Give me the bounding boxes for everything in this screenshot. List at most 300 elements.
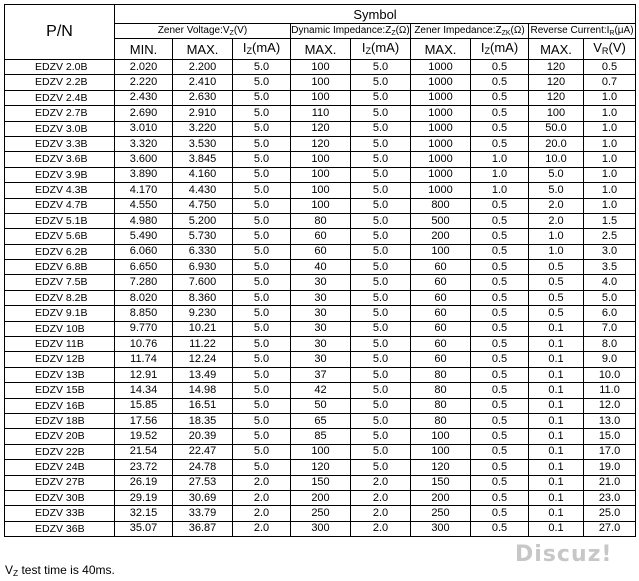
ir-max-cell: 120	[529, 60, 584, 75]
zzk-iz-cell: 0.5	[471, 136, 529, 151]
zz-iz-cell: 5.0	[351, 75, 411, 90]
table-row	[5, 367, 636, 382]
zzk-iz-cell: 1.0	[471, 152, 529, 167]
vz-max-cell: 10.21	[173, 321, 233, 336]
zz-iz-cell: 5.0	[351, 367, 411, 382]
zzk-max-cell: 800	[411, 198, 471, 213]
ir-max-cell: 0.1	[529, 429, 584, 444]
part-number-cell: EDZV 3.3B	[5, 136, 115, 151]
table-row	[5, 490, 636, 505]
vz-iz-cell: 2.0	[233, 475, 291, 490]
vr-cell: 21.0	[584, 475, 636, 490]
zz-max-cell: 60	[291, 229, 351, 244]
zzk-max-cell: 80	[411, 413, 471, 428]
part-number-cell: EDZV 33B	[5, 506, 115, 521]
zz-max-cell: 42	[291, 383, 351, 398]
zz-max-cell: 30	[291, 290, 351, 305]
vr-cell: 1.0	[584, 167, 636, 182]
ir-max-cell: 0.5	[529, 275, 584, 290]
zz-max-cell: 100	[291, 90, 351, 105]
vr-cell: 3.0	[584, 244, 636, 259]
ir-max-cell: 50.0	[529, 121, 584, 136]
vz-min-cell: 17.56	[115, 413, 173, 428]
vz-iz-cell: 5.0	[233, 60, 291, 75]
vz-iz-cell: 5.0	[233, 383, 291, 398]
table-row	[5, 121, 636, 136]
part-number-cell: EDZV 18B	[5, 413, 115, 428]
vr-cell: 3.5	[584, 260, 636, 275]
zzk-iz-cell: 0.5	[471, 60, 529, 75]
zz-max-cell: 100	[291, 152, 351, 167]
zzk-iz-cell: 0.5	[471, 121, 529, 136]
zzk-max-cell: 100	[411, 444, 471, 459]
ir-max-cell: 0.1	[529, 490, 584, 505]
ir-max-cell: 5.0	[529, 183, 584, 198]
zz-max-cell: 30	[291, 352, 351, 367]
zzk-max-cell: 300	[411, 521, 471, 536]
zzk-max-cell: 1000	[411, 60, 471, 75]
vz-iz-cell: 2.0	[233, 490, 291, 505]
vz-max-cell: 6.330	[173, 244, 233, 259]
part-number-cell: EDZV 20B	[5, 429, 115, 444]
zzk-max-cell: 60	[411, 290, 471, 305]
table-row	[5, 152, 636, 167]
part-number-cell: EDZV 8.2B	[5, 290, 115, 305]
vz-max-cell: 9.230	[173, 306, 233, 321]
vz-max-cell: 22.47	[173, 444, 233, 459]
zz-iz-cell: 5.0	[351, 413, 411, 428]
vz-min-cell: 4.550	[115, 198, 173, 213]
vz-max-cell: 3.530	[173, 136, 233, 151]
vz-min-cell: 3.600	[115, 152, 173, 167]
vz-min-cell: 2.430	[115, 90, 173, 105]
zz-iz-cell: 5.0	[351, 398, 411, 413]
zzk-iz-cell: 0.5	[471, 429, 529, 444]
zz-max-cell: 120	[291, 121, 351, 136]
vr-cell: 0.5	[584, 60, 636, 75]
part-number-cell: EDZV 36B	[5, 521, 115, 536]
vr-cell: 1.0	[584, 121, 636, 136]
zz-iz-cell: 2.0	[351, 475, 411, 490]
vz-iz-cell: 5.0	[233, 306, 291, 321]
zz-max-cell: 300	[291, 521, 351, 536]
vr-cell: 0.7	[584, 75, 636, 90]
zzk-iz-cell: 0.5	[471, 383, 529, 398]
zzk-max-cell: 250	[411, 506, 471, 521]
vz-iz-cell: 5.0	[233, 290, 291, 305]
vz-max-cell: 14.98	[173, 383, 233, 398]
table-body	[5, 60, 636, 537]
vr-cell: 1.0	[584, 152, 636, 167]
vz-min-cell: 35.07	[115, 521, 173, 536]
part-number-cell: EDZV 30B	[5, 490, 115, 505]
vz-max-cell: 2.410	[173, 75, 233, 90]
table-row	[5, 506, 636, 521]
vr-cell: 25.0	[584, 506, 636, 521]
zz-iz-cell: 5.0	[351, 321, 411, 336]
vr-cell: 1.0	[584, 198, 636, 213]
zzk-max-cell: 100	[411, 429, 471, 444]
zzk-iz-cell: 0.5	[471, 106, 529, 121]
vr-cell: 5.0	[584, 290, 636, 305]
zz-iz-cell: 5.0	[351, 260, 411, 275]
ir-max-cell: 20.0	[529, 136, 584, 151]
zz-max-cell: 30	[291, 321, 351, 336]
vz-max-cell: 18.35	[173, 413, 233, 428]
zzk-max-header: MAX.	[411, 39, 471, 60]
part-number-cell: EDZV 5.1B	[5, 213, 115, 228]
zz-max-cell: 100	[291, 60, 351, 75]
part-number-cell: EDZV 24B	[5, 460, 115, 475]
zzk-max-cell: 1000	[411, 121, 471, 136]
ir-max-cell: 0.1	[529, 383, 584, 398]
zz-iz-cell: 2.0	[351, 490, 411, 505]
ir-max-cell: 0.1	[529, 367, 584, 382]
vz-iz-cell: 2.0	[233, 506, 291, 521]
zzk-iz-cell: 0.5	[471, 460, 529, 475]
table-row	[5, 136, 636, 151]
vz-max-cell: 4.160	[173, 167, 233, 182]
table-row	[5, 398, 636, 413]
vz-max-cell: 5.200	[173, 213, 233, 228]
vr-cell: 19.0	[584, 460, 636, 475]
table-row	[5, 213, 636, 228]
vz-min-cell: 2.220	[115, 75, 173, 90]
vz-max-cell: 12.24	[173, 352, 233, 367]
zz-iz-cell: 5.0	[351, 60, 411, 75]
vz-iz-cell: 5.0	[233, 244, 291, 259]
zz-max-cell: 120	[291, 136, 351, 151]
zz-iz-cell: 5.0	[351, 429, 411, 444]
vz-min-cell: 32.15	[115, 506, 173, 521]
ir-max-cell: 0.1	[529, 460, 584, 475]
vz-iz-cell: 5.0	[233, 167, 291, 182]
zzk-iz-cell: 0.5	[471, 260, 529, 275]
zz-max-cell: 100	[291, 183, 351, 198]
table-row	[5, 106, 636, 121]
ir-max-cell: 0.1	[529, 444, 584, 459]
zzk-iz-cell: 0.5	[471, 213, 529, 228]
zzk-max-cell: 60	[411, 275, 471, 290]
ir-max-cell: 0.1	[529, 337, 584, 352]
vz-max-cell: 3.220	[173, 121, 233, 136]
vz-min-cell: 2.690	[115, 106, 173, 121]
ir-max-cell: 0.5	[529, 260, 584, 275]
vr-cell: 12.0	[584, 398, 636, 413]
zz-max-cell: 100	[291, 75, 351, 90]
vz-iz-cell: 5.0	[233, 260, 291, 275]
zz-iz-cell: 5.0	[351, 152, 411, 167]
vr-cell: 7.0	[584, 321, 636, 336]
vz-iz-cell: 5.0	[233, 152, 291, 167]
zz-iz-cell: 5.0	[351, 136, 411, 151]
zzk-iz-cell: 0.5	[471, 337, 529, 352]
vz-iz-cell: 5.0	[233, 121, 291, 136]
zzk-iz-cell: 0.5	[471, 275, 529, 290]
vz-iz-cell: 5.0	[233, 229, 291, 244]
vr-cell: 6.0	[584, 306, 636, 321]
table-row	[5, 460, 636, 475]
vz-min-cell: 8.850	[115, 306, 173, 321]
table-row	[5, 167, 636, 182]
zzk-max-cell: 80	[411, 367, 471, 382]
part-number-cell: EDZV 4.3B	[5, 183, 115, 198]
vr-cell: 9.0	[584, 352, 636, 367]
zzk-iz-cell: 0.5	[471, 198, 529, 213]
ir-max-cell: 0.1	[529, 352, 584, 367]
vz-max-cell: 11.22	[173, 337, 233, 352]
vr-cell: 13.0	[584, 413, 636, 428]
ir-max-cell: 2.0	[529, 198, 584, 213]
vz-max-cell: 4.430	[173, 183, 233, 198]
part-number-cell: EDZV 16B	[5, 398, 115, 413]
zz-max-header: MAX.	[291, 39, 351, 60]
ir-max-cell: 0.1	[529, 321, 584, 336]
zzk-max-cell: 100	[411, 244, 471, 259]
ir-max-cell: 0.5	[529, 290, 584, 305]
vz-iz-cell: 5.0	[233, 213, 291, 228]
ir-max-cell: 5.0	[529, 167, 584, 182]
part-number-cell: EDZV 15B	[5, 383, 115, 398]
zzk-iz-cell: 0.5	[471, 90, 529, 105]
vz-max-cell: 16.51	[173, 398, 233, 413]
vr-cell: 23.0	[584, 490, 636, 505]
part-number-cell: EDZV 4.7B	[5, 198, 115, 213]
zzk-iz-cell: 0.5	[471, 413, 529, 428]
vz-iz-cell: 5.0	[233, 75, 291, 90]
part-number-cell: EDZV 3.6B	[5, 152, 115, 167]
zzk-iz-cell: 0.5	[471, 490, 529, 505]
vr-cell: 17.0	[584, 444, 636, 459]
vr-cell: 1.5	[584, 213, 636, 228]
zzk-iz-cell: 0.5	[471, 306, 529, 321]
vr-cell: 4.0	[584, 275, 636, 290]
vz-max-cell: 24.78	[173, 460, 233, 475]
vz-max-cell: 6.930	[173, 260, 233, 275]
vz-iz-cell: 5.0	[233, 183, 291, 198]
zzk-max-cell: 60	[411, 306, 471, 321]
zzk-iz-cell: 0.5	[471, 444, 529, 459]
watermark-logo: Discuz!	[515, 542, 613, 567]
ir-max-cell: 0.1	[529, 475, 584, 490]
vz-max-cell: 2.910	[173, 106, 233, 121]
vz-max-cell: 4.750	[173, 198, 233, 213]
zzk-max-cell: 1000	[411, 136, 471, 151]
part-number-cell: EDZV 2.2B	[5, 75, 115, 90]
vz-iz-cell: 5.0	[233, 444, 291, 459]
zzk-iz-cell: 0.5	[471, 321, 529, 336]
table-row	[5, 429, 636, 444]
zzk-max-cell: 1000	[411, 167, 471, 182]
vz-iz-cell: 5.0	[233, 352, 291, 367]
zzk-iz-cell: 0.5	[471, 229, 529, 244]
test-time-note: $V_Z$ test time is 40ms.	[5, 563, 115, 578]
vz-iz-cell: 5.0	[233, 275, 291, 290]
vr-cell: 27.0	[584, 521, 636, 536]
part-number-cell: EDZV 22B	[5, 444, 115, 459]
zz-iz-cell: 5.0	[351, 383, 411, 398]
zz-iz-cell: 5.0	[351, 337, 411, 352]
part-number-cell: EDZV 6.2B	[5, 244, 115, 259]
table-row	[5, 75, 636, 90]
vz-min-cell: 7.280	[115, 275, 173, 290]
vz-min-cell: 3.320	[115, 136, 173, 151]
ir-max-header: MAX.	[529, 39, 584, 60]
zz-max-cell: 80	[291, 213, 351, 228]
zz-iz-cell: 5.0	[351, 275, 411, 290]
zz-iz-cell: 5.0	[351, 352, 411, 367]
zz-max-cell: 100	[291, 444, 351, 459]
vz-min-cell: 21.54	[115, 444, 173, 459]
zz-iz-cell: 5.0	[351, 106, 411, 121]
part-number-cell: EDZV 2.4B	[5, 90, 115, 105]
vr-cell: 15.0	[584, 429, 636, 444]
zzk-iz-cell: 0.5	[471, 521, 529, 536]
vz-iz-cell: 5.0	[233, 367, 291, 382]
vz-max-cell: 3.845	[173, 152, 233, 167]
vz-iz-cell: 5.0	[233, 321, 291, 336]
zz-iz-cell: 5.0	[351, 460, 411, 475]
vr-cell: 1.0	[584, 90, 636, 105]
zz-iz-cell: 2.0	[351, 506, 411, 521]
zz-iz-cell: 5.0	[351, 306, 411, 321]
ir-max-cell: 100	[529, 106, 584, 121]
zz-max-cell: 30	[291, 306, 351, 321]
zzk-iz-cell: 0.5	[471, 290, 529, 305]
vz-iz-cell: 5.0	[233, 460, 291, 475]
vz-min-cell: 9.770	[115, 321, 173, 336]
zener-impedance-header: Zener $Impedance:Z_{ZK}(\Omega)$	[411, 24, 529, 39]
vz-min-cell: 3.890	[115, 167, 173, 182]
vz-iz-cell: 5.0	[233, 429, 291, 444]
part-number-cell: EDZV 3.9B	[5, 167, 115, 182]
zz-max-cell: 60	[291, 244, 351, 259]
vr-cell: 11.0	[584, 383, 636, 398]
vz-min-cell: 4.980	[115, 213, 173, 228]
zzk-max-cell: 60	[411, 321, 471, 336]
vr-cell: 1.0	[584, 106, 636, 121]
zzk-iz-cell: 1.0	[471, 183, 529, 198]
table-row	[5, 383, 636, 398]
ir-max-cell: 0.1	[529, 413, 584, 428]
zz-iz-cell: 5.0	[351, 244, 411, 259]
zz-max-cell: 30	[291, 337, 351, 352]
ir-max-cell: 10.0	[529, 152, 584, 167]
zzk-max-cell: 1000	[411, 106, 471, 121]
zener-voltage-header: Zener $Voltage:V_Z(V)$	[115, 24, 291, 39]
zzk-max-cell: 1000	[411, 152, 471, 167]
vz-iz-cell: 5.0	[233, 413, 291, 428]
table-row	[5, 229, 636, 244]
ir-max-cell: 0.1	[529, 506, 584, 521]
vz-min-cell: 10.76	[115, 337, 173, 352]
table-row	[5, 337, 636, 352]
pn-header: P/N	[5, 5, 115, 60]
part-number-cell: EDZV 10B	[5, 321, 115, 336]
vz-max-cell: 5.730	[173, 229, 233, 244]
part-number-cell: EDZV 2.0B	[5, 60, 115, 75]
zz-max-cell: 100	[291, 198, 351, 213]
table-row	[5, 198, 636, 213]
table-row	[5, 444, 636, 459]
dynamic-impedance-header: Dynamic $Impedance:Z_Z(\Omega)$	[291, 24, 410, 37]
part-number-cell: EDZV 9.1B	[5, 306, 115, 321]
table-row	[5, 521, 636, 536]
vz-min-header: MIN.	[115, 39, 173, 60]
symbol-header: Symbol	[115, 5, 636, 24]
zzk-iz-cell: 0.5	[471, 352, 529, 367]
vz-min-cell: 6.060	[115, 244, 173, 259]
zz-max-cell: 85	[291, 429, 351, 444]
zz-max-cell: 200	[291, 490, 351, 505]
zz-iz-cell: 5.0	[351, 183, 411, 198]
vz-min-cell: 3.010	[115, 121, 173, 136]
zz-iz-cell: 2.0	[351, 521, 411, 536]
reverse-current-header: Reverse $Current:I_R(\mu A)$	[530, 24, 634, 37]
vz-max-cell: 30.69	[173, 490, 233, 505]
part-number-cell: EDZV 2.7B	[5, 106, 115, 121]
vz-max-cell: 27.53	[173, 475, 233, 490]
vz-max-cell: 13.49	[173, 367, 233, 382]
vz-min-cell: 8.020	[115, 290, 173, 305]
vr-cell: 8.0	[584, 337, 636, 352]
ir-max-cell: 120	[529, 90, 584, 105]
vz-min-cell: 11.74	[115, 352, 173, 367]
table-row	[5, 413, 636, 428]
zz-iz-header: $I_Z(mA)$	[351, 39, 411, 60]
table-row	[5, 321, 636, 336]
zzk-max-cell: 1000	[411, 75, 471, 90]
vz-max-cell: 2.200	[173, 60, 233, 75]
vz-min-cell: 6.650	[115, 260, 173, 275]
zzk-max-cell: 200	[411, 229, 471, 244]
part-number-cell: EDZV 13B	[5, 367, 115, 382]
table-row	[5, 290, 636, 305]
zz-iz-cell: 5.0	[351, 213, 411, 228]
part-number-cell: EDZV 7.5B	[5, 275, 115, 290]
vr-cell: 10.0	[584, 367, 636, 382]
ir-max-cell: 120	[529, 75, 584, 90]
vz-iz-cell: 2.0	[233, 521, 291, 536]
vz-min-cell: 12.91	[115, 367, 173, 382]
zzk-max-cell: 500	[411, 213, 471, 228]
zz-max-cell: 30	[291, 275, 351, 290]
zz-iz-cell: 5.0	[351, 290, 411, 305]
vz-iz-cell: 5.0	[233, 136, 291, 151]
ir-max-cell: 0.5	[529, 306, 584, 321]
ir-max-cell: 1.0	[529, 244, 584, 259]
vz-min-cell: 23.72	[115, 460, 173, 475]
zzk-max-cell: 150	[411, 475, 471, 490]
table-row	[5, 475, 636, 490]
vz-min-cell: 2.020	[115, 60, 173, 75]
zz-max-cell: 65	[291, 413, 351, 428]
zz-iz-cell: 5.0	[351, 198, 411, 213]
zzk-max-cell: 80	[411, 398, 471, 413]
vz-max-cell: 2.630	[173, 90, 233, 105]
vr-cell: 1.0	[584, 183, 636, 198]
ir-max-cell: 2.0	[529, 213, 584, 228]
zzk-max-cell: 60	[411, 352, 471, 367]
vz-max-cell: 36.87	[173, 521, 233, 536]
part-number-cell: EDZV 3.0B	[5, 121, 115, 136]
zzk-iz-cell: 0.5	[471, 506, 529, 521]
vz-iz-cell: 5.0	[233, 398, 291, 413]
vz-max-cell: 20.39	[173, 429, 233, 444]
vr-header: $V_R(V)$	[584, 39, 636, 60]
part-number-cell: EDZV 27B	[5, 475, 115, 490]
zzk-max-cell: 200	[411, 490, 471, 505]
